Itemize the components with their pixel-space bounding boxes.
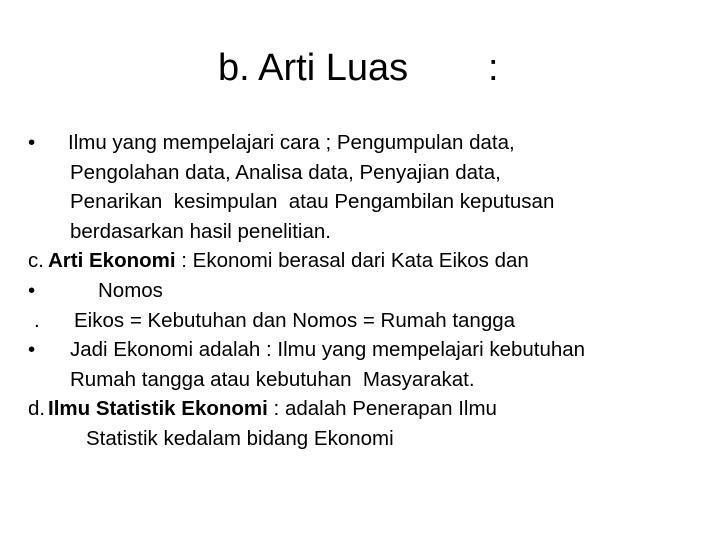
bullet-item-nomos [28, 276, 708, 306]
bullet-item-definition-continuation [28, 187, 708, 217]
bullet-text-line: berdasarkan hasil penelitian. [70, 219, 331, 243]
bold-term: Ilmu Statistik Ekonomi [48, 397, 268, 421]
bullet-text-line: Nomos [98, 278, 163, 302]
bullet-text-line: Rumah tangga atau kebutuhan Masyarakat. [70, 367, 475, 391]
bullet-marker: • [28, 131, 36, 154]
bullet-marker: • [28, 278, 36, 302]
list-item-text [48, 246, 529, 276]
bullet-item-definition [28, 128, 708, 158]
list-marker: . [34, 308, 40, 332]
list-item-text: Eikos = Kebutuhan dan Nomos = Rumah tangga [74, 308, 516, 332]
bullet-text-line: Jadi Ekonomi adalah : Ilmu yang mempelajari kebutuhan [70, 338, 586, 362]
bullet-marker: • [28, 338, 36, 362]
list-item-text-line: Statistik kedalam bidang Ekonomi [86, 426, 394, 450]
list-item-text [48, 394, 497, 424]
list-marker: d. [28, 397, 46, 421]
list-item-statistik-ekonomi [28, 394, 708, 424]
list-item-eikos [28, 306, 708, 336]
bullet-text-line: Penarikan kesimpulan atau Pengambilan keputusan [70, 190, 555, 214]
bullet-item-definition-continuation [28, 158, 708, 188]
bullet-text-line: Pengolahan data, Analisa data, Penyajian data, [70, 160, 501, 184]
bullet-item-jadi-ekonomi [28, 335, 708, 365]
list-item-rest: : Ekonomi berasal dari Kata Eikos dan [175, 249, 529, 273]
list-item-rest: : adalah Penerapan Ilmu [267, 397, 497, 421]
bullet-text-line: Ilmu yang mempelajari cara ; Pengumpulan data, [68, 131, 515, 154]
slide-title-colon: : [488, 47, 499, 89]
list-item-statistik-ekonomi-continuation [28, 424, 708, 454]
slide-title: b. Arti Luas [218, 47, 409, 89]
bullet-item-definition-continuation [28, 217, 708, 247]
bullet-item-jadi-ekonomi-continuation [28, 365, 708, 395]
list-marker: c. [28, 249, 44, 273]
bold-term: Arti Ekonomi [48, 249, 176, 273]
list-item-arti-ekonomi [28, 246, 708, 276]
slide-body [28, 128, 708, 454]
